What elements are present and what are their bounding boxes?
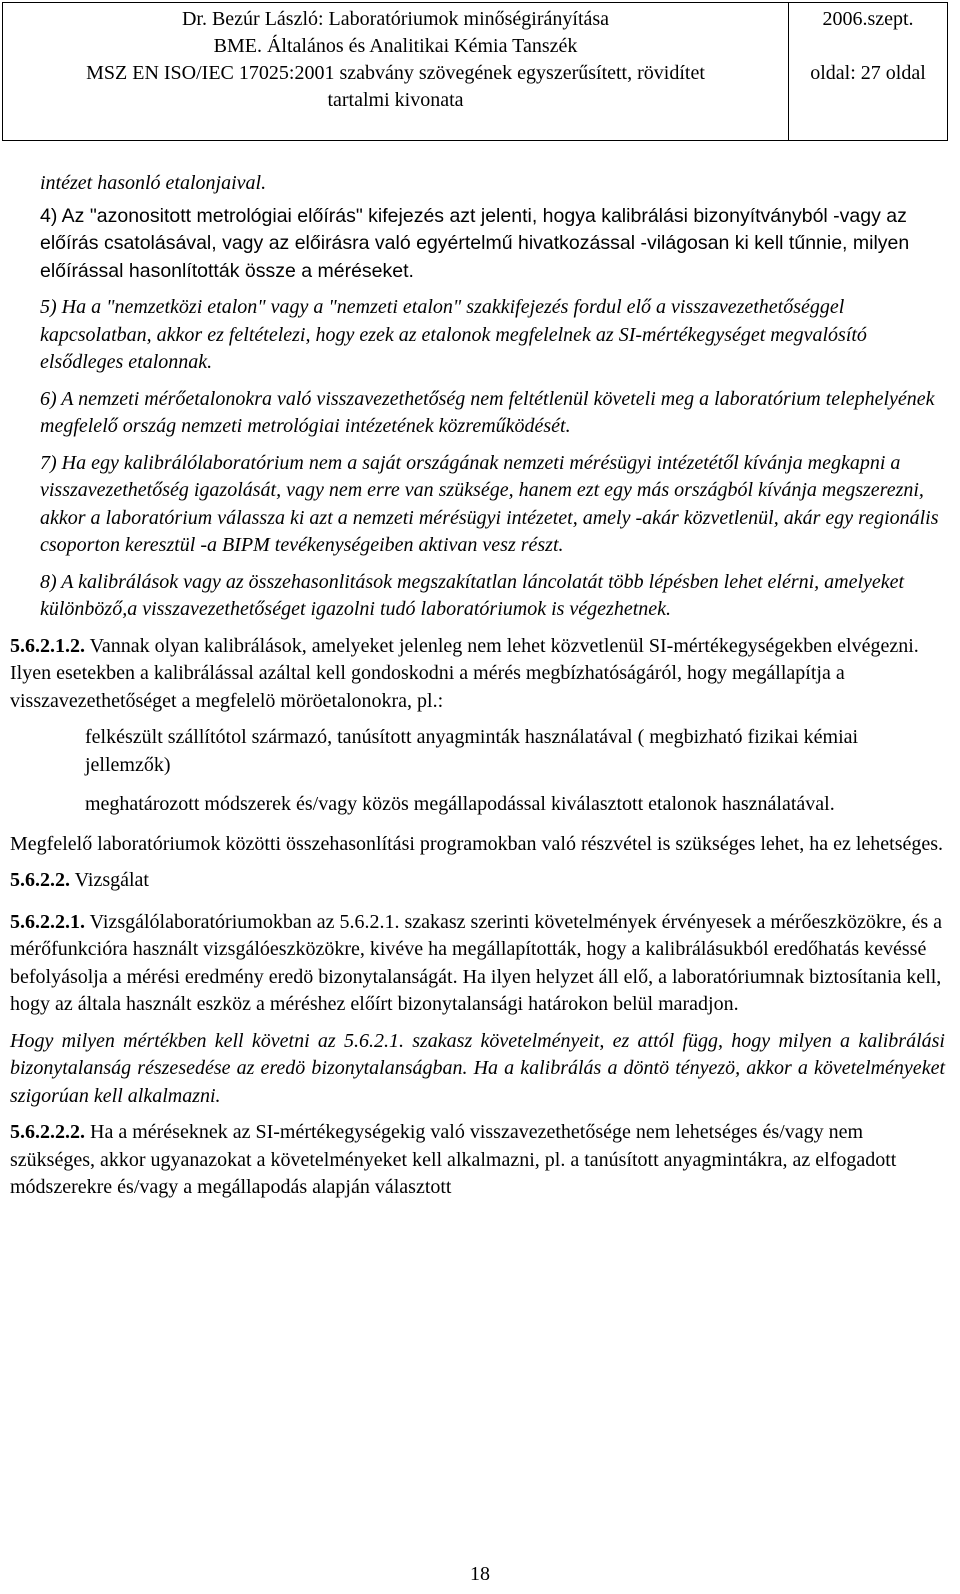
note-8: 8) A kalibrálások vagy az összehasonlitások megszakítatlan láncolatát több lépésben lehet elérni, amelyeket különböző,a visszavezethetőséget igazolni tudó laboratóriumok is végezhetnek.: [40, 570, 905, 621]
paragraph-note-italic: Hogy milyen mértékben kell követni az 5.6.2.1. szakasz követelményeit, ez attól függ, hogy milyen a kalibrálási bizonytalanság részesedése az eredö bizonytalanságban. Ha a kalibrálás a döntö tényezö, akkor a követelményeket szigorúan kell alkalmazni.: [10, 1029, 945, 1107]
paragraph-intro: intézet hasonló etalonjaival.: [40, 172, 267, 194]
note-4: 4) Az "azonositott metrológiai előírás" kifejezés azt jelenti, hogya kalibrálási bizonyítványból -vagy az előírás csatolásával, vagy az előirásra való egyértelmű hivatkozással -világosan ki kell tűnnie, milyen előírással hasonlították össze a méréseket.: [40, 204, 910, 282]
section-number: 5.6.2.2.1.: [10, 910, 85, 933]
section-5-6-2-2: [10, 867, 945, 895]
section-5-6-2-2-2: [10, 1119, 945, 1202]
section-text: Ha a méréseknek az SI-mértékegységekig való visszavezethetősége nem lehetséges és/vagy nem szükséges, akkor ugyanazokat a követelményeket kell alkalmazni, pl. a tanúsított anyagmintákra, az elfogadott módszerekre és/vagy a megállapodás alapján választott: [10, 1121, 897, 1199]
header-page-info: oldal: 27 oldal: [810, 62, 926, 84]
section-5-6-2-2-1: [10, 909, 945, 1019]
section-text: Vannak olyan kalibrálások, amelyeket jelenleg nem lehet közvetlenül SI-mértékegységekben elvégezni. Ilyen esetekben a kalibrálással azáltal kell gondoskodni a mérés megbízhatóságáról, hogy megállapítja a visszavezethetőséget a megfelelö möröetalonokra, pl.:: [10, 634, 919, 712]
section-5-6-2-1-2: [10, 633, 945, 716]
header-department: BME. Általános és Analitikai Kémia Tanszék: [213, 35, 578, 57]
section-title: Vizsgálat: [70, 869, 149, 892]
header-title-block: [3, 3, 789, 140]
bullet-item-1: felkészült szállítótol származó, tanúsított anyagminták használatával ( megbizható fizikai kémiai jellemzők): [85, 726, 859, 776]
header-subtitle: tartalmi kivonata: [327, 89, 464, 111]
header-date: 2006.szept.: [822, 8, 914, 30]
paragraph-comparison: Megfelelő laboratóriumok közötti összehasonlítási programokban való részvétel is szükséges lehet, ha ez lehetséges.: [10, 832, 944, 855]
document-header: [2, 2, 948, 141]
header-standard: MSZ EN ISO/IEC 17025:2001 szabvány szövegének egyszerűsített, rövidítet: [86, 62, 705, 84]
section-number: 5.6.2.2.2.: [10, 1121, 85, 1144]
note-6: 6) A nemzeti mérőetalonokra való visszavezethetőség nem feltétlenül követeli meg a laboratórium telephelyének megfelelő ország nemzeti metrológiai intézetének közreműködését.: [40, 387, 935, 438]
section-number: 5.6.2.2.: [10, 869, 70, 892]
note-5: 5) Ha a "nemzetközi etalon" vagy a "nemzeti etalon" szakkifejezés fordul elő a visszavezethetőséggel kapcsolatban, akkor ez feltételezi, hogy ezek az etalonok megfelelnek az SI-mértékegységet megvalósító elsődleges etalonnak.: [40, 296, 867, 374]
header-meta-block: [789, 3, 947, 140]
page-number: 18: [470, 1563, 490, 1585]
bullet-item-2: meghatározott módszerek és/vagy közös megállapodással kiválasztott etalonok használatával.: [85, 793, 835, 816]
note-7: 7) Ha egy kalibrálólaboratórium nem a saját országának nemzeti mérésügyi intézetétől kívánja megkapni a visszavezethetőség igazolását, vagy nem erre van szüksége, hanem ezt egy más országból kívánja megszerezni, akkor a laboratórium válassza ki azt a nemzeti mérésügyi intézetet, amely -akár közvetlenül, akár egy regionális csoporton keresztül -a BIPM tevékenységeiben aktivan vesz részt.: [40, 451, 939, 557]
document-body: [10, 170, 945, 1202]
section-text: Vizsgálólaboratóriumokban az 5.6.2.1. szakasz szerinti követelmények érvényesek a mérőeszközökre, és a mérőfunkcióra használt vizsgálóeszközökre, kivéve ha megállapították, hogy a kalibrálásukból eredőhatás kevéssé befolyásolja a mérési eredmény eredö bizonytalanságát. Ha ilyen helyzet áll elő, a laboratóriumnak biztosítania kell, hogy az általa használt eszköz a méréshez előírt bizonytalansági határokon belül maradjon.: [10, 910, 942, 1016]
section-number: 5.6.2.1.2.: [10, 634, 85, 657]
header-author-title: Dr. Bezúr László: Laboratóriumok minőségirányítása: [181, 8, 610, 30]
